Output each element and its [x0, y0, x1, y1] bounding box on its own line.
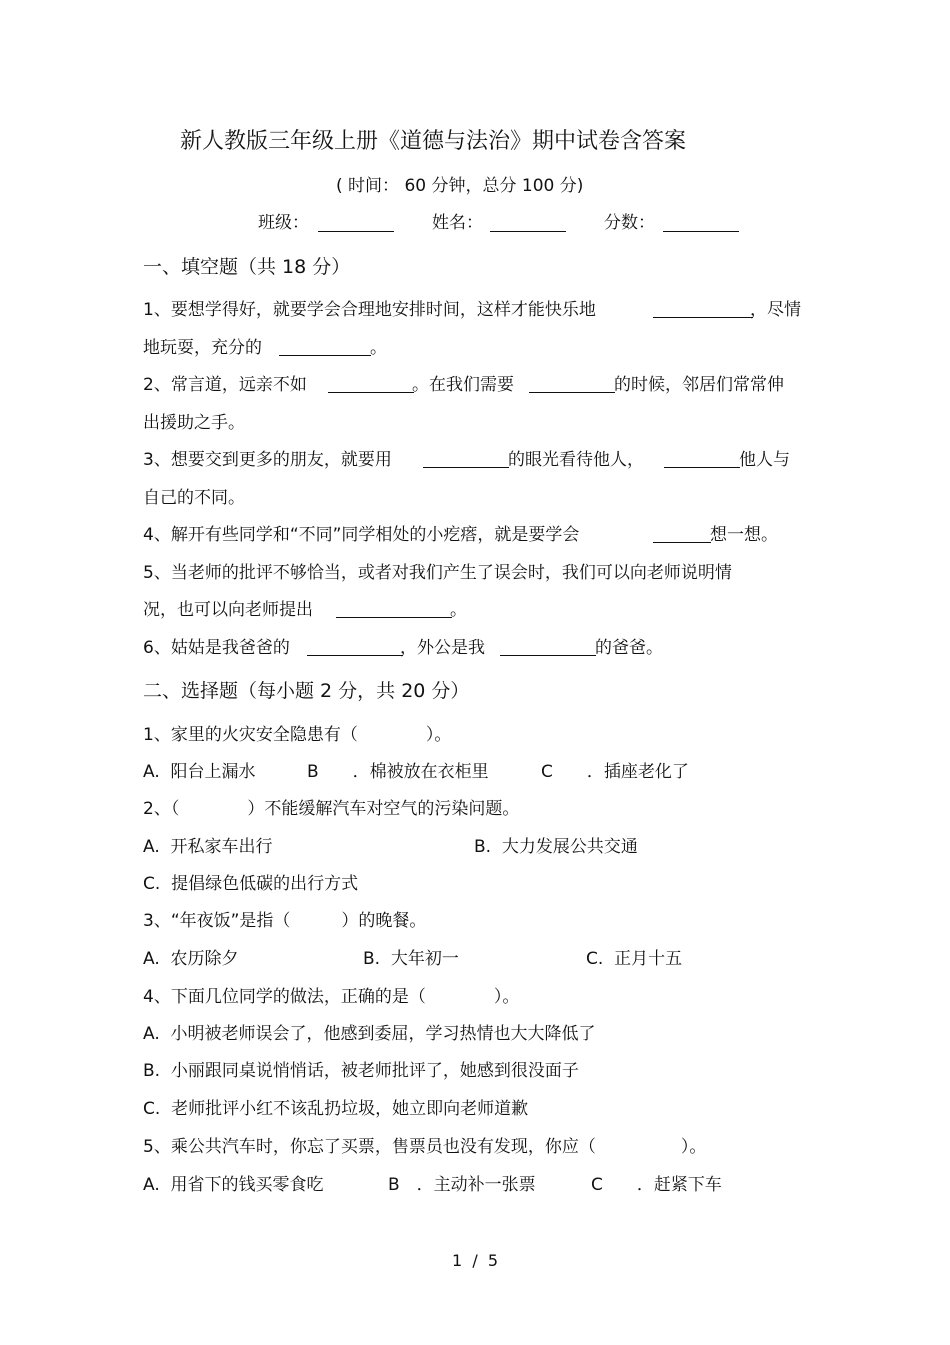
s2-q3-option-b[interactable]: B. 大年初一 — [363, 949, 459, 969]
exam-title: 新人教版三年级上册《道德与法治》期中试卷含答案 — [180, 129, 687, 154]
s2-q4-stem: 4、下面几位同学的做法，正确的是（ ）。 — [143, 987, 520, 1007]
score-label: 分数： — [604, 213, 655, 233]
s2-q4-option-b[interactable]: B. 小丽跟同桌说悄悄话，被老师批评了，她感到很没面子 — [143, 1061, 579, 1081]
s1-q5-text-a: 5、当老师的批评不够恰当，或者对我们产生了误会时，我们可以向老师说明情 — [143, 563, 732, 583]
s1-q3-blank-1[interactable] — [423, 451, 509, 468]
name-blank[interactable] — [490, 215, 566, 232]
s2-q5-option-b[interactable]: B ．主动补一张票 — [388, 1175, 536, 1195]
class-blank[interactable] — [318, 215, 394, 232]
s2-q4-option-a[interactable]: A. 小明被老师误会了，他感到委屈，学习热情也大大降低了 — [143, 1024, 596, 1044]
s2-q1-stem: 1、家里的火灾安全隐患有（ ）。 — [143, 725, 452, 745]
s1-q1-blank-2[interactable] — [279, 339, 371, 356]
s2-q2-option-c[interactable]: C. 提倡绿色低碳的出行方式 — [143, 874, 359, 894]
s2-q1-option-c[interactable]: C ．插座老化了 — [541, 762, 689, 782]
s1-q2-text-d: 出援助之手。 — [143, 413, 245, 433]
s1-q1-blank-1[interactable] — [653, 301, 753, 318]
s1-q4-text-a: 4、解开有些同学和“不同”同学相处的小疙瘩，就是要学会 — [143, 525, 580, 545]
s1-q2-text-c: 的时候，邻居们常常伸 — [614, 375, 784, 395]
s1-q1-text-d: 。 — [370, 338, 387, 358]
s1-q6-text-b: ，外公是我 — [400, 638, 485, 658]
header-fields — [0, 210, 950, 238]
s2-q3-option-a[interactable]: A. 农历除夕 — [143, 949, 239, 969]
s1-q6-text-c: 的爸爸。 — [595, 638, 663, 658]
s2-q4-option-c[interactable]: C. 老师批评小红不该乱扔垃圾，她立即向老师道歉 — [143, 1099, 529, 1119]
s1-q3-text-d: 自己的不同。 — [143, 488, 245, 508]
s1-q6-blank-1[interactable] — [307, 639, 403, 656]
name-label: 姓名： — [432, 213, 483, 233]
s1-q1-text-a: 1、要想学得好，就要学会合理地安排时间，这样才能快乐地 — [143, 300, 596, 320]
s1-q4-blank-1[interactable] — [653, 526, 711, 543]
s1-q6-blank-2[interactable] — [500, 639, 596, 656]
s1-q2-text-b: 。在我们需要 — [412, 375, 514, 395]
s2-q1-option-a[interactable]: A. 阳台上漏水 — [143, 762, 256, 782]
s1-q1-text-c: 地玩耍，充分的 — [143, 338, 262, 358]
score-blank[interactable] — [663, 215, 739, 232]
s2-q5-option-a[interactable]: A. 用省下的钱买零食吃 — [143, 1175, 324, 1195]
s1-q5-text-b: 况，也可以向老师提出 — [143, 600, 313, 620]
s2-q2-stem: 2、（ ）不能缓解汽车对空气的污染问题。 — [143, 799, 520, 819]
s1-q2-text-a: 2、常言道，远亲不如 — [143, 375, 307, 395]
s1-q3-text-c: 他人与 — [739, 450, 790, 470]
s1-q5-text-c: 。 — [450, 600, 467, 620]
s2-q3-stem: 3、“年夜饭”是指（ ）的晚餐。 — [143, 911, 427, 931]
section2-heading: 二、选择题（每小题 2 分，共 20 分） — [143, 680, 470, 702]
exam-subtitle: ( 时间： 60 分钟，总分 100 分) — [336, 176, 584, 196]
page-number: 1 / 5 — [452, 1251, 499, 1270]
s1-q2-blank-1[interactable] — [328, 376, 414, 393]
s2-q5-option-c[interactable]: C ．赶紧下车 — [591, 1175, 722, 1195]
s2-q2-option-b[interactable]: B. 大力发展公共交通 — [474, 837, 638, 857]
s2-q1-option-b[interactable]: B ．棉被放在衣柜里 — [307, 762, 489, 782]
s1-q3-text-b: 的眼光看待他人， — [508, 450, 644, 470]
s2-q5-stem: 5、乘公共汽车时，你忘了买票，售票员也没有发现，你应（ ）。 — [143, 1137, 707, 1157]
s1-q3-blank-2[interactable] — [664, 451, 740, 468]
s1-q6-text-a: 6、姑姑是我爸爸的 — [143, 638, 290, 658]
s1-q1-text-b: ，尽情 — [750, 300, 801, 320]
s1-q2-blank-2[interactable] — [529, 376, 615, 393]
class-label: 班级： — [258, 213, 309, 233]
s1-q4-text-b: 想一想。 — [710, 525, 778, 545]
s1-q3-text-a: 3、想要交到更多的朋友，就要用 — [143, 450, 392, 470]
s2-q2-option-a[interactable]: A. 开私家车出行 — [143, 837, 273, 857]
s1-q5-blank-1[interactable] — [336, 601, 452, 618]
section1-heading: 一、填空题（共 18 分） — [143, 256, 351, 278]
s2-q3-option-c[interactable]: C. 正月十五 — [586, 949, 683, 969]
